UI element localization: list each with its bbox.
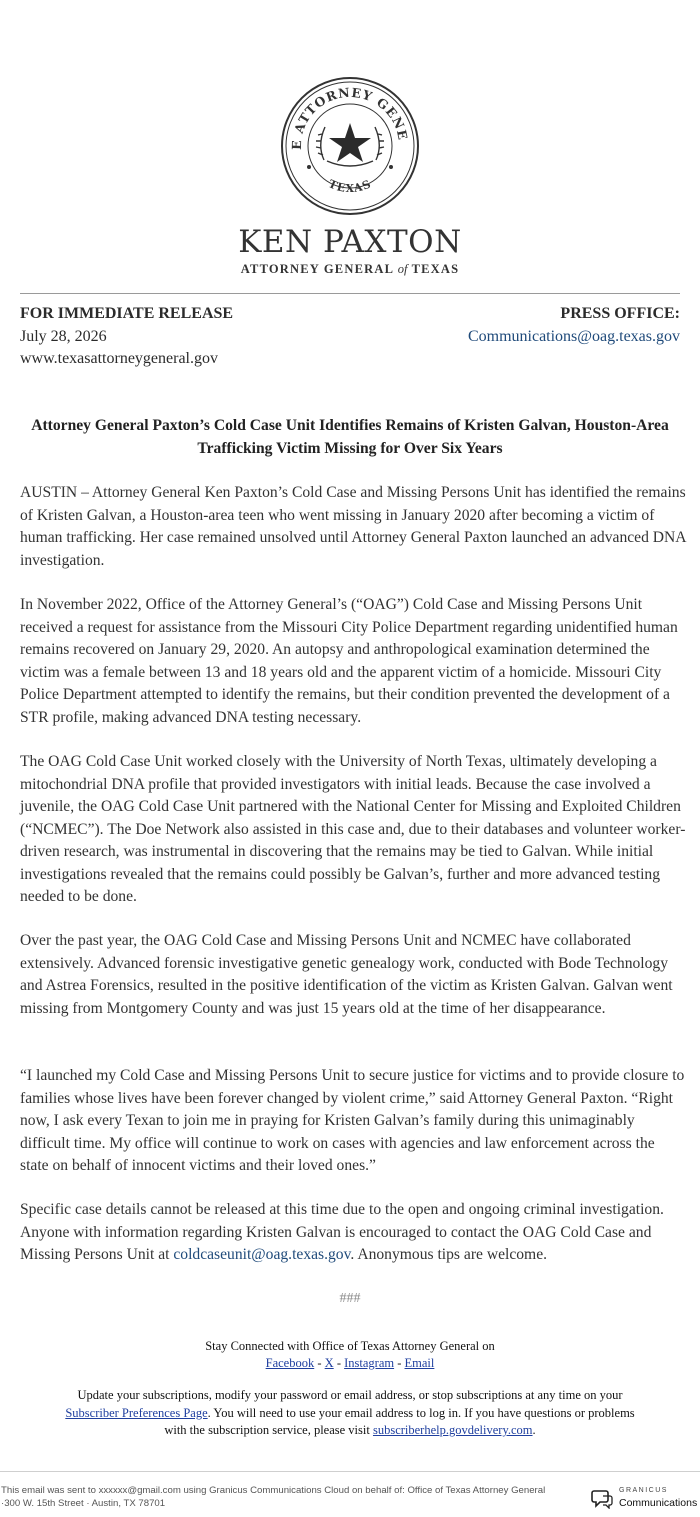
facebook-link[interactable]: Facebook [265, 1356, 315, 1370]
email-link[interactable]: Email [404, 1356, 435, 1370]
speech-bubble-icon [591, 1487, 613, 1509]
headline: Attorney General Paxton’s Cold Case Unit Identifies Remains of Kristen Galvan, Houston-Area Trafficking Victim Missing for Over Six Years [31, 417, 669, 457]
release-info [20, 303, 233, 371]
seal-top-text: E ATTORNEY GENE [288, 84, 411, 151]
x-link[interactable]: X [324, 1356, 334, 1370]
paragraph: In November 2022, Office of the Attorney General’s (“OAG”) Cold Case and Missing Persons Unit received a request for assistance from the Missouri City Police Department regarding unidentified human remains recovered on January 29, 2020. An autopsy and anthropological examination determined the victim was a female between 13 and 18 years old and the apparent victim of a homicide. Missouri City Police Department attempted to identify the remains, but their condition prevented the development of a STR profile, making advanced DNA testing necessary. [20, 596, 678, 726]
release-label: FOR IMMEDIATE RELEASE [20, 305, 234, 322]
stay-connected-text: Stay Connected with Office of Texas Attorney General on [205, 1339, 495, 1353]
paragraph: AUSTIN – Attorney General Ken Paxton’s Cold Case and Missing Persons Unit has identified the remains of Kristen Galvan, a Houston-area teen who went missing in January 2020 after becoming a victim of human trafficking. Her case remained unsolved until Attorney General Paxton launched an advanced DNA investigation. [20, 484, 686, 569]
subscriber-help-link[interactable]: subscriberhelp.govdelivery.com [372, 1423, 533, 1437]
press-office [468, 303, 680, 348]
quote-paragraph: “I launched my Cold Case and Missing Persons Unit to secure justice for victims and to provide closure to families whose lives have been forever changed by violent crime,” said Attorney General Paxton. “Right now, I ask every Texan to join me in praying for Kristen Galvan’s family during this unimaginably difficult time. My office will continue to work on cases with agencies and law enforcement across the state on behalf of innocent victims and their loved ones.” [20, 1067, 685, 1174]
subscription-notice: Update your subscriptions, modify your password or email address, or stop subscriptions at any time on your Subscriber Preferences Page. You will need to use your email address to log in. If you have questions or problems with the subscription service, please visit subscriberhelp.govdelivery.com. [65, 1388, 635, 1437]
brand-subtitle: ATTORNEY GENERAL of TEXAS [240, 262, 460, 276]
press-office-label: PRESS OFFICE: [560, 305, 680, 322]
release-date: July 28, 2026 [20, 327, 107, 345]
footer-divider [0, 1471, 700, 1472]
granicus-logo[interactable] [589, 1485, 699, 1511]
seal-bottom-text: TEXAS [326, 177, 374, 196]
subscriber-preferences-link[interactable]: Subscriber Preferences Page [65, 1405, 208, 1420]
paragraph: The OAG Cold Case Unit worked closely with the University of North Texas, ultimately developing a mitochondrial DNA profile that provided investigators with initial leads. Because the case involved a juvenile, the OAG Cold Case Unit partnered with the National Center for Missing and Exploited Children (“NCMEC”). The Doe Network also assisted in this case and, due to their databases and volunteer worker-driven research, was instrumental in discovering that the remains may be tied to Galvan. While initial investigations revealed that the remains could possibly be Galvan’s, further and more advanced testing needed to be done. [20, 753, 686, 905]
press-office-email[interactable]: Communications@oag.texas.gov [467, 327, 680, 345]
website-text: www.texasattorneygeneral.gov [20, 350, 218, 367]
header-divider [20, 293, 680, 294]
instagram-link[interactable]: Instagram [344, 1356, 395, 1370]
paragraph: Specific case details cannot be released at this time due to the open and ongoing criminal investigation. Anyone with information regarding Kristen Galvan is encouraged to contact the OAG Cold Case and Missing Persons Unit at coldcaseunit@oag.texas.gov. Anonymous tips are welcome. [20, 1201, 664, 1263]
star-icon [329, 123, 371, 162]
attorney-general-seal [279, 75, 421, 217]
footer-line-2: ·300 W. 15th Street · Austin, TX 78701 [1, 1497, 166, 1509]
coldcase-email-link[interactable]: coldcaseunit@oag.texas.gov [173, 1246, 351, 1263]
granicus-wordmark: GRANICUS [619, 1487, 668, 1494]
footer-line-1: This email was sent to xxxxxx@gmail.com using Granicus Communications Cloud on behalf of: Office of Texas Attorney General [1, 1485, 546, 1496]
brand-name: KEN PAXTON [238, 224, 462, 260]
communications-wordmark: Communications [619, 1497, 698, 1509]
stay-connected: Stay Connected with Office of Texas Attorney General on Facebook - X - Instagram - Email [0, 1338, 700, 1372]
svg-text:TEXAS [326, 177, 373, 195]
footer-text [1, 1485, 581, 1510]
paragraph: Over the past year, the OAG Cold Case and Missing Persons Unit and NCMEC have collaborated extensively. Advanced forensic investigative genetic genealogy work, conducted with Bode Technology and Astrea Forensics, resulted in the positive identification of the victim as Kristen Galvan. Galvan went missing from Montgomery County and was just 15 years old at the time of her disappearance. [20, 932, 673, 1017]
end-mark: ### [339, 1291, 361, 1306]
